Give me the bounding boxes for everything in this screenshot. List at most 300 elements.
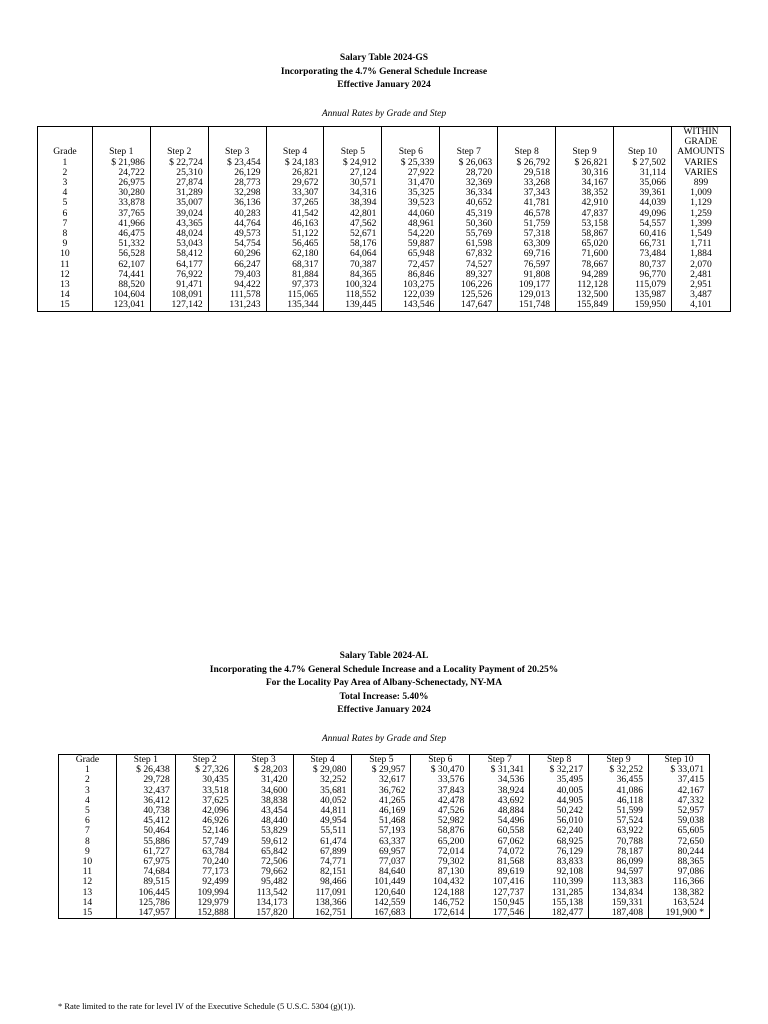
within-header-line: GRADE xyxy=(684,136,718,148)
step-cell: $ 27,326 xyxy=(175,765,234,775)
step-cell: 67,975 xyxy=(116,857,175,867)
step-cell: 37,765 xyxy=(92,209,150,219)
grade-cell: 5 xyxy=(62,197,68,209)
step-cell: 33,307 xyxy=(266,188,324,198)
step-cell: 131,285 xyxy=(530,888,589,898)
step-cell: 31,114 xyxy=(614,168,672,178)
step-cell: 52,982 xyxy=(411,816,470,826)
grade-cell: 10 xyxy=(60,248,70,260)
step-cell: 40,005 xyxy=(530,786,589,796)
step-cell: 26,129 xyxy=(208,168,266,178)
step-cell: 135,987 xyxy=(614,290,672,300)
step-cell: 64,064 xyxy=(324,249,382,259)
step-cell: 40,052 xyxy=(293,796,352,806)
step-cell: 107,416 xyxy=(470,877,530,887)
step-cell: 113,542 xyxy=(234,888,293,898)
step-cell: 53,043 xyxy=(150,239,208,249)
step-cell: 52,957 xyxy=(649,806,710,816)
step-cell: 39,361 xyxy=(614,188,672,198)
step-cell: 61,727 xyxy=(116,847,175,857)
step-cell: 79,302 xyxy=(411,857,470,867)
grade-cell: 9 xyxy=(62,238,68,250)
within-grade-cell: 4,101 xyxy=(671,300,730,311)
step-cell: 42,478 xyxy=(411,796,470,806)
grade-cell: 12 xyxy=(60,268,70,280)
step-cell: 37,265 xyxy=(266,198,324,208)
step-cell: 111,578 xyxy=(208,290,266,300)
grade-cell: 6 xyxy=(62,207,68,219)
step-cell: 94,289 xyxy=(556,270,614,280)
step-cell: 72,014 xyxy=(411,847,470,857)
step-cell: 34,167 xyxy=(556,178,614,188)
step-cell: 51,468 xyxy=(352,816,411,826)
step-cell: 65,842 xyxy=(234,847,293,857)
step-cell: 120,640 xyxy=(352,888,411,898)
step-cell: 52,146 xyxy=(175,826,234,836)
step-cell: 45,412 xyxy=(116,816,175,826)
step-cell: 67,832 xyxy=(440,249,498,259)
step-cell: 74,684 xyxy=(116,867,175,877)
step-cell: 66,731 xyxy=(614,239,672,249)
step-cell: 92,108 xyxy=(530,867,589,877)
step-cell: 53,829 xyxy=(234,826,293,836)
step-cell: 59,038 xyxy=(649,816,710,826)
step-cell: 70,387 xyxy=(324,260,382,270)
step-cell: 98,466 xyxy=(293,877,352,887)
step-cell: 91,808 xyxy=(498,270,556,280)
step-cell: 39,523 xyxy=(382,198,440,208)
step-cell: 39,024 xyxy=(150,209,208,219)
step-cell: 135,344 xyxy=(266,300,324,311)
step-cell: 40,283 xyxy=(208,209,266,219)
step-cell: 65,948 xyxy=(382,249,440,259)
step-cell: 30,316 xyxy=(556,168,614,178)
step-cell: 131,243 xyxy=(208,300,266,311)
step-cell: 34,316 xyxy=(324,188,382,198)
step-cell: 63,309 xyxy=(498,239,556,249)
step-cell: 56,465 xyxy=(266,239,324,249)
within-grade-cell: 899 xyxy=(671,178,730,188)
step-cell: 47,562 xyxy=(324,219,382,229)
step-cell: 167,683 xyxy=(352,908,411,919)
step-cell: 65,020 xyxy=(556,239,614,249)
step-cell: 57,749 xyxy=(175,837,234,847)
step-cell: 139,445 xyxy=(324,300,382,311)
step-cell: 50,464 xyxy=(116,826,175,836)
step-cell: 191,900 * xyxy=(649,908,710,919)
step-cell: 27,922 xyxy=(382,168,440,178)
step-cell: 55,886 xyxy=(116,837,175,847)
grade-cell: 9 xyxy=(85,845,90,857)
within-grade-cell: 3,487 xyxy=(671,290,730,300)
step-cell: 80,737 xyxy=(614,260,672,270)
step-cell: 79,662 xyxy=(234,867,293,877)
gs-title-line: Salary Table 2024-GS xyxy=(339,53,429,63)
step-cell: 73,484 xyxy=(614,249,672,259)
col-header-step: Step 10 xyxy=(614,127,672,158)
step-cell: 94,597 xyxy=(589,867,649,877)
grade-cell: 8 xyxy=(62,228,68,240)
step-cell: 26,821 xyxy=(266,168,324,178)
step-cell: 78,187 xyxy=(589,847,649,857)
step-cell: 83,833 xyxy=(530,857,589,867)
step-cell: 172,614 xyxy=(411,908,470,919)
col-header-step: Step 6 xyxy=(411,755,470,766)
step-cell: 163,524 xyxy=(649,898,710,908)
step-cell: 56,528 xyxy=(92,249,150,259)
step-cell: 47,332 xyxy=(649,796,710,806)
grade-cell: 11 xyxy=(60,258,70,270)
grade-cell: 14 xyxy=(82,896,93,908)
step-cell: 60,416 xyxy=(614,229,672,239)
step-cell: 151,748 xyxy=(498,300,556,311)
step-cell: 35,495 xyxy=(530,775,589,785)
step-cell: 44,039 xyxy=(614,198,672,208)
step-cell: 43,365 xyxy=(150,219,208,229)
step-cell: 34,536 xyxy=(470,775,530,785)
step-cell: 108,091 xyxy=(150,290,208,300)
step-cell: 57,524 xyxy=(589,816,649,826)
step-cell: 162,751 xyxy=(293,908,352,919)
step-cell: 35,007 xyxy=(150,198,208,208)
step-cell: 49,954 xyxy=(293,816,352,826)
step-cell: 48,884 xyxy=(470,806,530,816)
step-cell: 26,975 xyxy=(92,178,150,188)
grade-cell: 1 xyxy=(85,764,90,776)
within-grade-cell: 1,884 xyxy=(671,249,730,259)
step-cell: 100,324 xyxy=(324,280,382,290)
step-cell: 48,440 xyxy=(234,816,293,826)
within-grade-cell: 2,070 xyxy=(671,260,730,270)
step-cell: 76,922 xyxy=(150,270,208,280)
step-cell: 55,511 xyxy=(293,826,352,836)
step-cell: 89,327 xyxy=(440,270,498,280)
step-cell: 41,966 xyxy=(92,219,150,229)
grade-cell: 3 xyxy=(85,784,90,796)
step-cell: 72,506 xyxy=(234,857,293,867)
step-cell: 27,874 xyxy=(150,178,208,188)
step-cell: 109,177 xyxy=(498,280,556,290)
col-header-step: Step 8 xyxy=(498,127,556,158)
step-cell: 78,667 xyxy=(556,260,614,270)
step-cell: 56,010 xyxy=(530,816,589,826)
step-cell: 51,332 xyxy=(92,239,150,249)
step-cell: 74,072 xyxy=(470,847,530,857)
gs-header-row xyxy=(38,127,731,158)
step-cell: 42,910 xyxy=(556,198,614,208)
step-cell: 32,298 xyxy=(208,188,266,198)
step-cell: 61,598 xyxy=(440,239,498,249)
step-cell: $ 31,341 xyxy=(470,765,530,775)
grade-cell: 15 xyxy=(60,299,70,311)
step-cell: 36,455 xyxy=(589,775,649,785)
col-header-step: Step 1 xyxy=(92,127,150,158)
step-cell: 88,365 xyxy=(649,857,710,867)
grade-cell: 1 xyxy=(62,156,68,168)
step-cell: 50,242 xyxy=(530,806,589,816)
step-cell: 117,091 xyxy=(293,888,352,898)
grade-cell: 4 xyxy=(62,187,68,199)
within-header-line: WITHIN xyxy=(683,126,719,137)
step-cell: 74,441 xyxy=(92,270,150,280)
grade-cell: 3 xyxy=(62,177,68,189)
step-cell: 58,412 xyxy=(150,249,208,259)
step-cell: 44,811 xyxy=(293,806,352,816)
col-header-step: Step 10 xyxy=(649,755,710,766)
step-cell: $ 28,203 xyxy=(234,765,293,775)
within-grade-cell: 1,399 xyxy=(671,219,730,229)
col-header-step: Step 8 xyxy=(530,755,589,766)
step-cell: 76,597 xyxy=(498,260,556,270)
grade-cell: 11 xyxy=(82,866,93,878)
step-cell: 57,193 xyxy=(352,826,411,836)
step-cell: 81,568 xyxy=(470,857,530,867)
step-cell: 70,240 xyxy=(175,857,234,867)
step-cell: 118,552 xyxy=(324,290,382,300)
step-cell: 29,672 xyxy=(266,178,324,188)
col-header-grade: Grade xyxy=(53,146,77,158)
step-cell: 27,124 xyxy=(324,168,382,178)
step-cell: 84,365 xyxy=(324,270,382,280)
step-cell: $ 23,454 xyxy=(208,158,266,168)
step-cell: 30,435 xyxy=(175,775,234,785)
step-cell: 159,950 xyxy=(614,300,672,311)
table-row xyxy=(59,908,710,919)
step-cell: 54,557 xyxy=(614,219,672,229)
within-grade-cell: 2,951 xyxy=(671,280,730,290)
col-header-step: Step 9 xyxy=(556,127,614,158)
step-cell: 42,167 xyxy=(649,786,710,796)
step-cell: 37,843 xyxy=(411,786,470,796)
grade-cell: 5 xyxy=(85,805,90,817)
step-cell: 125,786 xyxy=(116,898,175,908)
grade-cell: 2 xyxy=(62,166,68,178)
step-cell: $ 24,912 xyxy=(324,158,382,168)
step-cell: 40,652 xyxy=(440,198,498,208)
step-cell: $ 32,217 xyxy=(530,765,589,775)
step-cell: 68,925 xyxy=(530,837,589,847)
step-cell: 146,752 xyxy=(411,898,470,908)
footnote: * Rate limited to the rate for level IV of the Executive Schedule (5 U.S.C. 5304 (g)(1)). xyxy=(58,1001,356,1011)
step-cell: 187,408 xyxy=(589,908,649,919)
step-cell: 46,163 xyxy=(266,219,324,229)
step-cell: 63,922 xyxy=(589,826,649,836)
step-cell: 54,754 xyxy=(208,239,266,249)
step-cell: 157,820 xyxy=(234,908,293,919)
al-title-line: Total Increase: 5.40% xyxy=(339,691,429,702)
step-cell: 36,412 xyxy=(116,796,175,806)
step-cell: 32,252 xyxy=(293,775,352,785)
step-cell: 71,600 xyxy=(556,249,614,259)
gs-salary-table xyxy=(37,126,731,312)
step-cell: 129,013 xyxy=(498,290,556,300)
step-cell: 58,176 xyxy=(324,239,382,249)
step-cell: 42,801 xyxy=(324,209,382,219)
col-header-step: Step 2 xyxy=(175,755,234,766)
step-cell: 31,420 xyxy=(234,775,293,785)
step-cell: 97,373 xyxy=(266,280,324,290)
step-cell: 134,834 xyxy=(589,888,649,898)
step-cell: 109,994 xyxy=(175,888,234,898)
step-cell: 95,482 xyxy=(234,877,293,887)
step-cell: $ 29,957 xyxy=(352,765,411,775)
step-cell: $ 26,821 xyxy=(556,158,614,168)
within-grade-cell: 1,259 xyxy=(671,209,730,219)
col-header-step: Step 5 xyxy=(352,755,411,766)
step-cell: 79,403 xyxy=(208,270,266,280)
step-cell: 123,041 xyxy=(92,300,150,311)
col-header-within-grade xyxy=(671,127,730,158)
gs-title-block xyxy=(0,52,768,93)
step-cell: 32,617 xyxy=(352,775,411,785)
step-cell: 36,136 xyxy=(208,198,266,208)
step-cell: $ 25,339 xyxy=(382,158,440,168)
within-grade-cell: 1,009 xyxy=(671,188,730,198)
step-cell: 87,130 xyxy=(411,867,470,877)
within-header-line: AMOUNTS xyxy=(677,146,725,158)
step-cell: $ 27,502 xyxy=(614,158,672,168)
step-cell: 41,265 xyxy=(352,796,411,806)
step-cell: 74,527 xyxy=(440,260,498,270)
step-cell: 41,781 xyxy=(498,198,556,208)
col-header-step: Step 9 xyxy=(589,755,649,766)
step-cell: 67,899 xyxy=(293,847,352,857)
within-grade-cell: VARIES xyxy=(671,158,730,168)
step-cell: 29,728 xyxy=(116,775,175,785)
grade-cell: 12 xyxy=(82,876,93,888)
step-cell: 77,037 xyxy=(352,857,411,867)
step-cell: 54,220 xyxy=(382,229,440,239)
step-cell: 70,788 xyxy=(589,837,649,847)
step-cell: 143,546 xyxy=(382,300,440,311)
step-cell: 44,764 xyxy=(208,219,266,229)
col-header-step: Step 7 xyxy=(440,127,498,158)
step-cell: 32,437 xyxy=(116,786,175,796)
step-cell: 65,605 xyxy=(649,826,710,836)
step-cell: 53,158 xyxy=(556,219,614,229)
grade-cell: 10 xyxy=(82,856,93,868)
grade-cell: 15 xyxy=(82,907,93,919)
step-cell: 33,268 xyxy=(498,178,556,188)
step-cell: 155,849 xyxy=(556,300,614,311)
grade-cell: 13 xyxy=(82,886,93,898)
step-cell: 86,846 xyxy=(382,270,440,280)
within-grade-cell: VARIES xyxy=(671,168,730,178)
step-cell: $ 22,724 xyxy=(150,158,208,168)
step-cell: 28,720 xyxy=(440,168,498,178)
col-header-step: Step 1 xyxy=(116,755,175,766)
step-cell: 86,099 xyxy=(589,857,649,867)
step-cell: 46,118 xyxy=(589,796,649,806)
step-cell: 59,887 xyxy=(382,239,440,249)
step-cell: 44,905 xyxy=(530,796,589,806)
grade-cell: 13 xyxy=(60,279,70,291)
step-cell: 138,366 xyxy=(293,898,352,908)
al-subtitle: Annual Rates by Grade and Step xyxy=(321,734,447,744)
step-cell: 38,924 xyxy=(470,786,530,796)
step-cell: 91,471 xyxy=(150,280,208,290)
al-title-line: Incorporating the 4.7% General Schedule Increase and a Locality Payment of 20.25% xyxy=(209,664,559,675)
step-cell: 67,062 xyxy=(470,837,530,847)
al-title-block xyxy=(0,650,768,718)
step-cell: 112,128 xyxy=(556,280,614,290)
step-cell: 147,647 xyxy=(440,300,498,311)
al-salary-table xyxy=(58,754,710,919)
step-cell: 51,599 xyxy=(589,806,649,816)
step-cell: 68,317 xyxy=(266,260,324,270)
step-cell: 38,394 xyxy=(324,198,382,208)
step-cell: 65,200 xyxy=(411,837,470,847)
step-cell: 104,432 xyxy=(411,877,470,887)
col-header-step: Step 4 xyxy=(266,127,324,158)
step-cell: 47,837 xyxy=(556,209,614,219)
col-header-step: Step 3 xyxy=(208,127,266,158)
step-cell: 41,542 xyxy=(266,209,324,219)
step-cell: 51,759 xyxy=(498,219,556,229)
col-header-step: Step 6 xyxy=(382,127,440,158)
within-grade-cell: 1,711 xyxy=(671,239,730,249)
step-cell: 46,578 xyxy=(498,209,556,219)
step-cell: 182,477 xyxy=(530,908,589,919)
step-cell: 35,066 xyxy=(614,178,672,188)
step-cell: 42,096 xyxy=(175,806,234,816)
grade-cell: 8 xyxy=(85,835,90,847)
within-grade-cell: 2,481 xyxy=(671,270,730,280)
step-cell: 147,957 xyxy=(116,908,175,919)
gs-subtitle: Annual Rates by Grade and Step xyxy=(321,109,447,119)
step-cell: 60,296 xyxy=(208,249,266,259)
step-cell: 34,600 xyxy=(234,786,293,796)
step-cell: 35,681 xyxy=(293,786,352,796)
step-cell: 37,343 xyxy=(498,188,556,198)
step-cell: 96,770 xyxy=(614,270,672,280)
grade-cell: 7 xyxy=(85,825,90,837)
col-header-step: Step 3 xyxy=(234,755,293,766)
step-cell: 104,604 xyxy=(92,290,150,300)
step-cell: 94,422 xyxy=(208,280,266,290)
step-cell: 74,771 xyxy=(293,857,352,867)
step-cell: 30,280 xyxy=(92,188,150,198)
step-cell: 58,867 xyxy=(556,229,614,239)
step-cell: 37,415 xyxy=(649,775,710,785)
step-cell: 110,399 xyxy=(530,877,589,887)
step-cell: 89,515 xyxy=(116,877,175,887)
step-cell: 40,738 xyxy=(116,806,175,816)
within-grade-cell: 1,549 xyxy=(671,229,730,239)
step-cell: 50,360 xyxy=(440,219,498,229)
step-cell: 69,716 xyxy=(498,249,556,259)
grade-cell: 6 xyxy=(85,815,90,827)
step-cell: 61,474 xyxy=(293,837,352,847)
step-cell: 106,226 xyxy=(440,280,498,290)
grade-cell: 14 xyxy=(60,289,70,301)
step-cell: 134,173 xyxy=(234,898,293,908)
step-cell: 54,496 xyxy=(470,816,530,826)
step-cell: 155,138 xyxy=(530,898,589,908)
step-cell: 38,838 xyxy=(234,796,293,806)
step-cell: 45,319 xyxy=(440,209,498,219)
step-cell: 43,454 xyxy=(234,806,293,816)
gs-title-line: Incorporating the 4.7% General Schedule Increase xyxy=(280,66,488,77)
step-cell: 33,518 xyxy=(175,786,234,796)
step-cell: 55,769 xyxy=(440,229,498,239)
step-cell: 115,079 xyxy=(614,280,672,290)
step-cell: 64,177 xyxy=(150,260,208,270)
step-cell: $ 26,438 xyxy=(116,765,175,775)
col-header-step: Step 7 xyxy=(470,755,530,766)
step-cell: 80,244 xyxy=(649,847,710,857)
step-cell: 33,576 xyxy=(411,775,470,785)
